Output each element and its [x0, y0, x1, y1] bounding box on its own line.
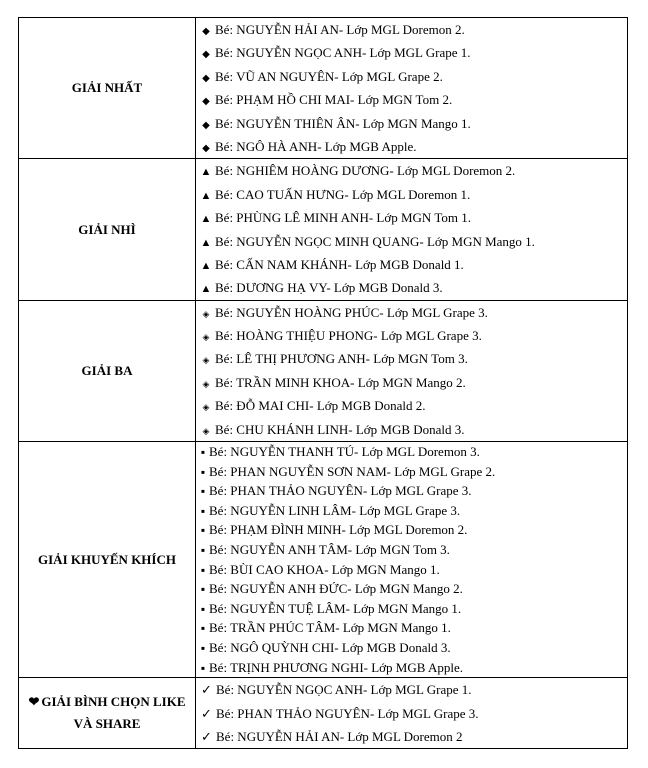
award-entry	[196, 658, 627, 678]
award-entry-text: Bé: PHAN NGUYỄN SƠN NAM- Lớp MGL Grape 2.	[209, 463, 496, 479]
bullet-icon: ▪	[200, 621, 206, 636]
award-entry-text: Bé: TRẦN PHÚC TÂM- Lớp MGN Mango 1.	[209, 620, 451, 636]
small-diamond-icon: ◈	[202, 332, 210, 343]
award-entry	[196, 579, 627, 599]
award-category-cell	[19, 442, 196, 678]
award-category-title: GIẢI NHẤT	[71, 80, 143, 96]
diamond-icon: ◆	[202, 119, 210, 131]
small-diamond-icon: ◈	[202, 355, 210, 366]
award-entry-text: Bé: NGÔ QUỲNH CHI- Lớp MGB Donald 3.	[209, 639, 451, 655]
award-entry-text: Bé: NGUYỄN NGỌC ANH- Lớp MGL Grape 1.	[216, 682, 472, 698]
award-entries-cell	[196, 18, 628, 159]
award-category-cell	[19, 18, 196, 159]
award-entry	[196, 301, 627, 324]
award-entry-text: Bé: PHÙNG LÊ MINH ANH- Lớp MGN Tom 1.	[215, 210, 471, 226]
award-entry-text: Bé: TRẦN MINH KHOA- Lớp MGN Mango 2.	[215, 374, 466, 390]
award-entry	[196, 18, 627, 41]
bullet-icon: ▪	[200, 445, 206, 460]
award-entry	[196, 347, 627, 370]
award-entry	[196, 253, 627, 276]
award-entry	[196, 462, 627, 482]
small-diamond-icon: ◈	[202, 308, 210, 319]
award-entry	[196, 324, 627, 347]
check-icon: ✓	[201, 728, 212, 744]
check-icon: ✓	[201, 705, 212, 721]
small-diamond-icon: ◈	[202, 378, 210, 389]
award-category-title: GIẢI BÌNH CHỌN LIKE VÀ SHARE	[41, 694, 186, 732]
diamond-icon: ◆	[202, 72, 210, 84]
diamond-icon: ◆	[202, 26, 210, 37]
award-entries-cell	[196, 159, 628, 300]
triangle-icon: ▲	[200, 189, 212, 202]
award-entry	[196, 371, 627, 394]
award-entry	[196, 501, 627, 521]
award-entry-text: Bé: PHẠM ĐÌNH MINH- Lớp MGL Doremon 2.	[209, 522, 468, 538]
award-entry-text: Bé: BÙI CAO KHOA- Lớp MGN Mango 1.	[209, 561, 440, 577]
award-entry-text: Bé: NGUYỄN HOÀNG PHÚC- Lớp MGL Grape 3.	[215, 304, 488, 320]
diamond-icon: ◆	[202, 49, 210, 61]
award-category-title: GIẢI NHÌ	[78, 221, 136, 237]
award-entry	[196, 276, 627, 299]
award-entry-text: Bé: PHẠM HỒ CHI MAI- Lớp MGN Tom 2.	[215, 92, 453, 108]
award-entry-text: Bé: CAO TUẤN HƯNG- Lớp MGL Doremon 1.	[215, 186, 471, 202]
award-entry-text: Bé: NGUYỄN HẢI AN- Lớp MGL Doremon 2	[216, 728, 463, 744]
award-entry-text: Bé: LÊ THỊ PHƯƠNG ANH- Lớp MGN Tom 3.	[215, 351, 468, 367]
award-entry	[196, 88, 627, 111]
award-entry	[196, 599, 627, 619]
heart-icon: ❤	[28, 694, 40, 710]
award-entry	[196, 159, 627, 182]
award-row	[19, 300, 628, 441]
award-entry-text: Bé: NGUYỄN NGỌC MINH QUANG- Lớp MGN Mango 1.	[215, 233, 535, 249]
award-entry	[196, 540, 627, 560]
award-entries-cell	[196, 678, 628, 749]
check-icon: ✓	[201, 682, 212, 698]
award-entry-text: Bé: NGUYỄN ANH ĐỨC- Lớp MGN Mango 2.	[209, 581, 463, 597]
award-entries-cell	[196, 300, 628, 441]
triangle-icon: ▲	[200, 213, 212, 226]
award-entry	[196, 394, 627, 417]
award-entry	[196, 678, 627, 701]
award-entry-text: Bé: PHAN THẢO NGUYÊN- Lớp MGL Grape 3.	[216, 705, 479, 721]
award-entry-text: Bé: VŨ AN NGUYÊN- Lớp MGL Grape 2.	[215, 68, 443, 84]
award-category-title: GIẢI KHUYẾN KHÍCH	[38, 551, 176, 567]
diamond-icon: ◆	[202, 96, 210, 108]
award-category-cell	[19, 678, 196, 749]
awards-table	[18, 17, 628, 749]
award-entry	[196, 65, 627, 88]
award-entry	[196, 618, 627, 638]
award-entry	[196, 725, 627, 748]
award-entry-text: Bé: NGÔ HÀ ANH- Lớp MGB Apple.	[215, 138, 417, 154]
award-entry	[196, 702, 627, 725]
award-entry	[196, 638, 627, 658]
award-entry-text: Bé: NGUYỄN NGỌC ANH- Lớp MGL Grape 1.	[215, 45, 471, 61]
bullet-icon: ▪	[200, 660, 206, 675]
award-entry	[196, 442, 627, 462]
bullet-icon: ▪	[200, 484, 206, 499]
award-entry	[196, 135, 627, 158]
award-entry-text: Bé: PHAN THẢO NGUYÊN- Lớp MGL Grape 3.	[209, 483, 472, 499]
award-entry	[196, 481, 627, 501]
award-row	[19, 678, 628, 749]
bullet-icon: ▪	[200, 640, 206, 655]
award-row	[19, 18, 628, 159]
bullet-icon: ▪	[200, 543, 206, 557]
bullet-icon: ▪	[200, 582, 206, 597]
triangle-icon: ▲	[200, 283, 212, 296]
award-entry-text: Bé: DƯƠNG HẠ VY- Lớp MGB Donald 3.	[215, 280, 443, 296]
triangle-icon: ▲	[200, 236, 212, 249]
award-row	[19, 442, 628, 678]
award-row	[19, 159, 628, 300]
award-entry-text: Bé: HOÀNG THIỆU PHONG- Lớp MGL Grape 3.	[215, 328, 482, 344]
triangle-icon: ▲	[200, 259, 212, 272]
award-entry	[196, 520, 627, 540]
small-diamond-icon: ◈	[202, 402, 210, 413]
triangle-icon: ▲	[200, 166, 212, 179]
bullet-icon: ▪	[200, 503, 206, 518]
award-entry-text: Bé: NGUYỄN ANH TÂM- Lớp MGN Tom 3.	[209, 542, 450, 557]
bullet-icon: ▪	[200, 464, 206, 479]
award-entry-text: Bé: CHU KHÁNH LINH- Lớp MGB Donald 3.	[215, 421, 465, 437]
bullet-icon: ▪	[200, 562, 206, 577]
award-category-cell	[19, 159, 196, 300]
award-entry	[196, 112, 627, 135]
award-entry	[196, 41, 627, 64]
bullet-icon: ▪	[200, 601, 206, 616]
award-entry	[196, 206, 627, 229]
award-entry	[196, 560, 627, 580]
award-entry	[196, 418, 627, 441]
small-diamond-icon: ◈	[202, 425, 210, 436]
award-category-cell	[19, 300, 196, 441]
award-entry-text: Bé: NGHIÊM HOÀNG DƯƠNG- Lớp MGL Doremon 2.	[215, 163, 516, 179]
award-entry-text: Bé: NGUYỄN TUỆ LÂM- Lớp MGN Mango 1.	[209, 600, 462, 616]
award-entry-text: Bé: CẤN NAM KHÁNH- Lớp MGB Donald 1.	[215, 256, 464, 272]
award-entry-text: Bé: TRỊNH PHƯƠNG NGHI- Lớp MGB Apple.	[209, 659, 463, 675]
award-entry-text: Bé: NGUYỄN HẢI AN- Lớp MGL Doremon 2.	[215, 22, 465, 37]
award-entry	[196, 183, 627, 206]
bullet-icon: ▪	[200, 523, 206, 538]
award-entry-text: Bé: NGUYỄN LINH LÂM- Lớp MGL Grape 3.	[209, 502, 461, 518]
diamond-icon: ◆	[202, 142, 210, 154]
award-entry-text: Bé: NGUYỄN THANH TÚ- Lớp MGL Doremon 3.	[209, 444, 480, 460]
award-entries-cell	[196, 442, 628, 678]
award-entry-text: Bé: NGUYỄN THIÊN ÂN- Lớp MGN Mango 1.	[215, 115, 471, 131]
award-entry	[196, 230, 627, 253]
award-entry-text: Bé: ĐỖ MAI CHI- Lớp MGB Donald 2.	[215, 398, 426, 414]
award-category-title: GIẢI BA	[81, 362, 133, 378]
